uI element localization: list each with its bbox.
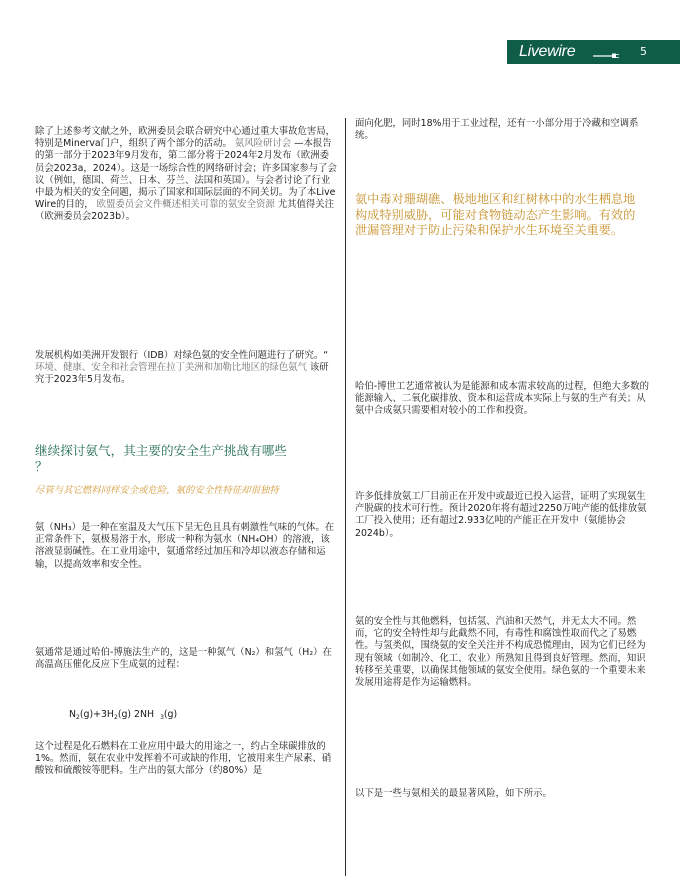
ammonia-risk-workshop-link[interactable]: 氨风险研讨会	[234, 138, 292, 150]
pull-quote: 氨中毒对珊瑚礁、极地地区和红树林中的水生栖息地构成特别威胁，可能对食物链动态产生影响。有效的泄漏管理对于防止污染和保护水生环境至关重要。	[355, 192, 636, 238]
section-heading: 继续探讨氨气，其主要的安全生产挑战有哪些 ？	[35, 443, 287, 474]
ec-ammonia-safety-resources-link[interactable]: 欧盟委员会文件概述相关可靠的氨安全资源	[96, 199, 275, 211]
left-paragraph-4: 氨通常是通过哈伯-博施法生产的，这是一种氮气（N₂）和氢气（H₂）在高温高压催化反应下生成氨的过程：	[35, 647, 332, 671]
idb-green-ammonia-study-link[interactable]: 环境、健康、安全和社会管理在拉丁美洲和加勒比地区的绿色氨气	[35, 362, 307, 374]
right-paragraph-4: 氨的安全性与其他燃料，包括氢、汽油和天然气，并无太大不同。然而，它的安全特性却与此截然不同，有毒性和腐蚀性取而代之了易燃性。与氢类似，围绕氨的安全关注并不构成恐慌理由，因为它们已经为现有领域（如制冷、化工、农业）所熟知且得到良好管理。然而，知识转移至关重要，以确保其他领域的氨安全使用。绿色氨的一个重要未来发展用途将是作为运输燃料。	[355, 616, 646, 689]
livewire-logo: Livewire	[519, 43, 576, 60]
column-divider	[345, 118, 346, 876]
right-paragraph-5: 以下是一些与氨相关的最显著风险，如下所示。	[355, 788, 552, 799]
section-subtitle: 尽管与其它燃料同样安全或危险，氨的安全性特征却很独特	[35, 485, 279, 496]
right-paragraph-1: 面向化肥，同时18%用于工业过程，还有一小部分用于冷藏和空调系统。	[355, 118, 639, 142]
left-paragraph-5: 这个过程是化石燃料在工业应用中最大的用途之一，约占全球碳排放的1%。然而，氨在农业中发挥着不可或缺的作用，它被用来生产尿素、硝酸铵和硫酸铵等肥料。生产出的氨大部分（约80%）是	[35, 741, 332, 777]
left-paragraph-1: 除了上述参考文献之外，欧洲委员会联合研究中心通过重大事故危害局，特别是Minerva门户，组织了两个部分的活动。 氨风险研讨会 —本报告的第一部分于2023年9月发布，第二部分将于2024年2月发布（欧洲委员会2023a，2024）。这是一场综合性的网络研讨会；许多国家参与了会议（例如，德国、荷兰、日本、芬兰、法国和英国）。与会者讨论了行业中最为相关的安全问题，揭示了国家和国际层面的不同关切。为了本Live Wire的目的， 欧盟委员会文件概述相关可靠的氨安全资源 尤其值得关注（欧洲委员会2023b）。	[35, 126, 337, 223]
right-paragraph-3: 许多低排放氨工厂目前正在开发中或最近已投入运营，证明了实现氨生产脱碳的技术可行性。预计2020年将有超过2250万吨产能的低排放氨工厂投入使用；还有超过2.933亿吨的产能正在开发中（氨能协会2024b）。	[355, 491, 647, 539]
left-paragraph-3: 氨（NH₃）是一种在室温及大气压下呈无色且具有刺激性气味的气体。在正常条件下，氨极易溶于水，形成一种称为氨水（NH₄OH）的溶液，该溶液显弱碱性。在工业用途中，氨通常经过加压和冷却以液态存储和运输，以提高效率和安全性。	[35, 522, 335, 570]
plug-icon	[593, 50, 619, 58]
haber-bosch-equation: $N_2(g)+3H_2(g)$ 2NH $_3$(g)	[69, 709, 178, 721]
left-paragraph-2: 发展机构如美洲开发银行（IDB）对绿色氨的安全性问题进行了研究。“ 环境、健康、安全和社会管理在拉丁美洲和加勒比地区的绿色氨气 该研究于2023年5月发布。	[35, 350, 329, 386]
right-paragraph-2: 哈伯-博世工艺通常被认为是能源和成本需求较高的过程，但绝大多数的能源输入、二氧化碳排放、资本和运营成本实际上与氨的生产有关；从氨中合成氨只需要相对较小的工作和投资。	[355, 381, 650, 417]
page-number: 5	[640, 45, 647, 58]
